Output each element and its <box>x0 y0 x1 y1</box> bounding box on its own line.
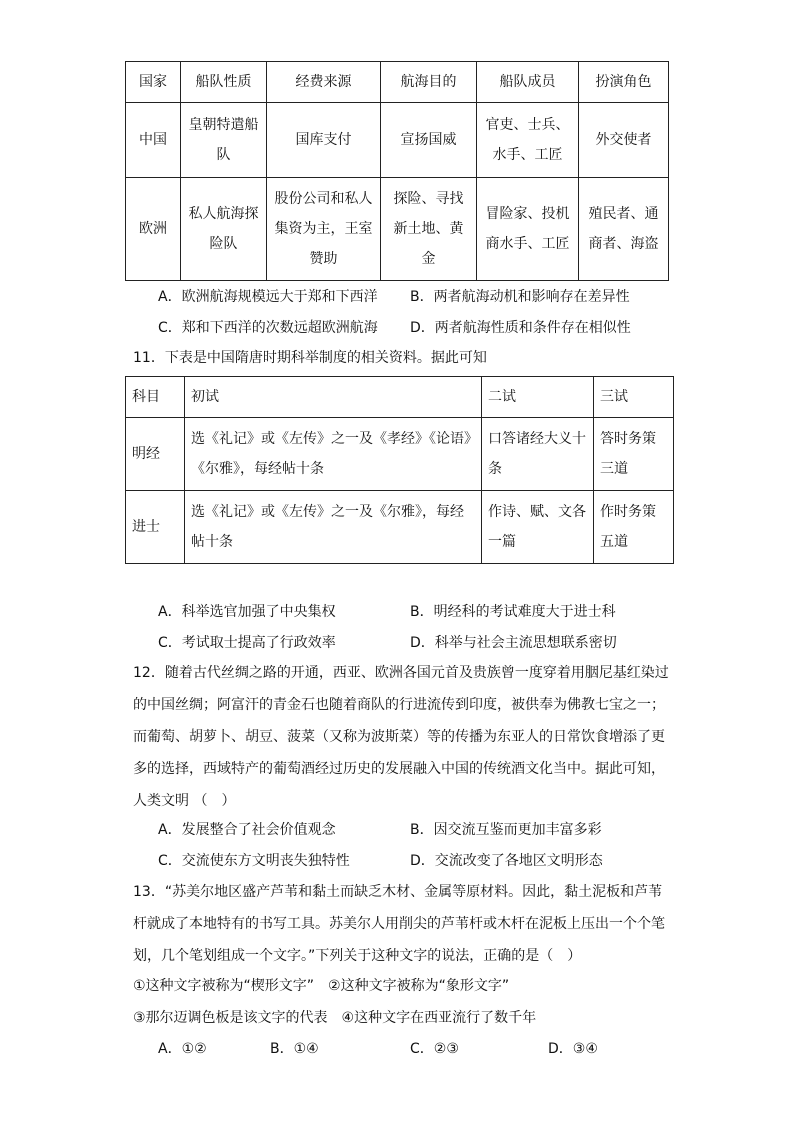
table-header-cell: 船队性质 <box>181 62 267 103</box>
q11-stem: 11．下表是中国隋唐时期科举制度的相关资料。据此可知 <box>133 350 487 366</box>
q12-line: 人类文明 （ ） <box>133 793 236 809</box>
table-header-cell: 航海目的 <box>381 62 477 103</box>
q12-option-c[interactable]: C．交流使东方文明丧失独特性 <box>158 853 350 869</box>
table-cell: 冒险家、投机商水手、工匠 <box>477 178 579 281</box>
table-row <box>126 418 674 491</box>
table-header-cell: 经费来源 <box>267 62 381 103</box>
q12-line: 多的选择，西域特产的葡萄酒经过历史的发展融入中国的传统酒文化当中。据此可知， <box>133 761 665 777</box>
q11-option-c[interactable]: C．考试取士提高了行政效率 <box>158 635 336 651</box>
table-row <box>126 491 674 564</box>
q13-statements: ①这种文字被称为“楔形文字” ②这种文字被称为“象形文字” <box>133 978 510 994</box>
table-cell: 国库支付 <box>267 103 381 178</box>
table-cell: 探险、寻找新土地、黄金 <box>381 178 477 281</box>
q12-line: 的中国丝绸；阿富汗的青金石也随着商队的行进流传到印度，被供奉为佛教七宝之一； <box>133 697 665 713</box>
table-cell: 口答诸经大义十条 <box>482 418 594 491</box>
table-cell: 选《礼记》或《左传》之一及《尔雅》，每经帖十条 <box>185 491 482 564</box>
q12-option-d[interactable]: D．交流改变了各地区文明形态 <box>410 853 603 869</box>
q13-option-b[interactable]: B．①④ <box>270 1041 319 1057</box>
table-cell: 皇朝特遣船队 <box>181 103 267 178</box>
table-header-cell: 初试 <box>185 377 482 418</box>
q10-option-c[interactable]: C．郑和下西洋的次数远超欧洲航海 <box>158 320 378 336</box>
table-header-cell: 船队成员 <box>477 62 579 103</box>
table-cell: 官吏、士兵、水手、工匠 <box>477 103 579 178</box>
table-cell: 答时务策三道 <box>594 418 674 491</box>
table-row <box>126 103 669 178</box>
table-cell: 作诗、赋、文各一篇 <box>482 491 594 564</box>
table-header-cell: 二试 <box>482 377 594 418</box>
q11-option-d[interactable]: D．科举与社会主流思想联系密切 <box>410 635 617 651</box>
table-cell: 选《礼记》或《左传》之一及《孝经》《论语》《尔雅》，每经帖十条 <box>185 418 482 491</box>
table-cell: 私人航海探险队 <box>181 178 267 281</box>
table-cell: 外交使者 <box>579 103 669 178</box>
q13-line: 13．“苏美尔地区盛产芦苇和黏土而缺乏木材、金属等原材料。因此，黏土泥板和芦苇 <box>133 884 663 900</box>
q13-option-a[interactable]: A．①② <box>158 1041 207 1057</box>
q13-option-d[interactable]: D．③④ <box>548 1041 598 1057</box>
comparison-table <box>125 61 669 281</box>
q10-option-a[interactable]: A．欧洲航海规模远大于郑和下西洋 <box>158 289 378 305</box>
q13-line: 杆就成了本地特有的书写工具。苏美尔人用削尖的芦苇杆或木杆在泥板上压出一个个笔 <box>133 916 665 932</box>
table-cell: 进士 <box>126 491 185 564</box>
table-cell: 宣扬国威 <box>381 103 477 178</box>
table-header-cell: 三试 <box>594 377 674 418</box>
q10-option-d[interactable]: D．两者航海性质和条件存在相似性 <box>410 320 631 336</box>
table-header-cell: 科目 <box>126 377 185 418</box>
q13-statements: ③那尔迈调色板是该文字的代表 ④这种文字在西亚流行了数千年 <box>133 1010 537 1026</box>
table-header-row <box>126 62 669 103</box>
table-header-cell: 扮演角色 <box>579 62 669 103</box>
q11-option-a[interactable]: A．科举选官加强了中央集权 <box>158 604 336 620</box>
table-header-row <box>126 377 674 418</box>
table-cell: 股份公司和私人集资为主，王室赞助 <box>267 178 381 281</box>
q12-option-b[interactable]: B．因交流互鉴而更加丰富多彩 <box>410 822 602 838</box>
q12-line: 而葡萄、胡萝卜、胡豆、菠菜（又称为波斯菜）等的传播为东亚人的日常饮食增添了更 <box>133 729 665 745</box>
table-cell: 作时务策五道 <box>594 491 674 564</box>
table-row <box>126 178 669 281</box>
q13-option-c[interactable]: C．②③ <box>410 1041 459 1057</box>
table-cell: 明经 <box>126 418 185 491</box>
q10-option-b[interactable]: B．两者航海动机和影响存在差异性 <box>410 289 630 305</box>
q11-option-b[interactable]: B．明经科的考试难度大于进士科 <box>410 604 616 620</box>
table-cell: 欧洲 <box>126 178 181 281</box>
table-cell: 中国 <box>126 103 181 178</box>
q13-line: 划，几个笔划组成一个文字。”下列关于这种文字的说法，正确的是（ ） <box>133 948 582 964</box>
table-cell: 殖民者、通商者、海盗 <box>579 178 669 281</box>
q12-option-a[interactable]: A．发展整合了社会价值观念 <box>158 822 336 838</box>
keju-table <box>125 376 674 564</box>
table-header-cell: 国家 <box>126 62 181 103</box>
q12-line: 12．随着古代丝绸之路的开通，西亚、欧洲各国元首及贵族曾一度穿着用胭尼基红染过 <box>133 665 669 681</box>
